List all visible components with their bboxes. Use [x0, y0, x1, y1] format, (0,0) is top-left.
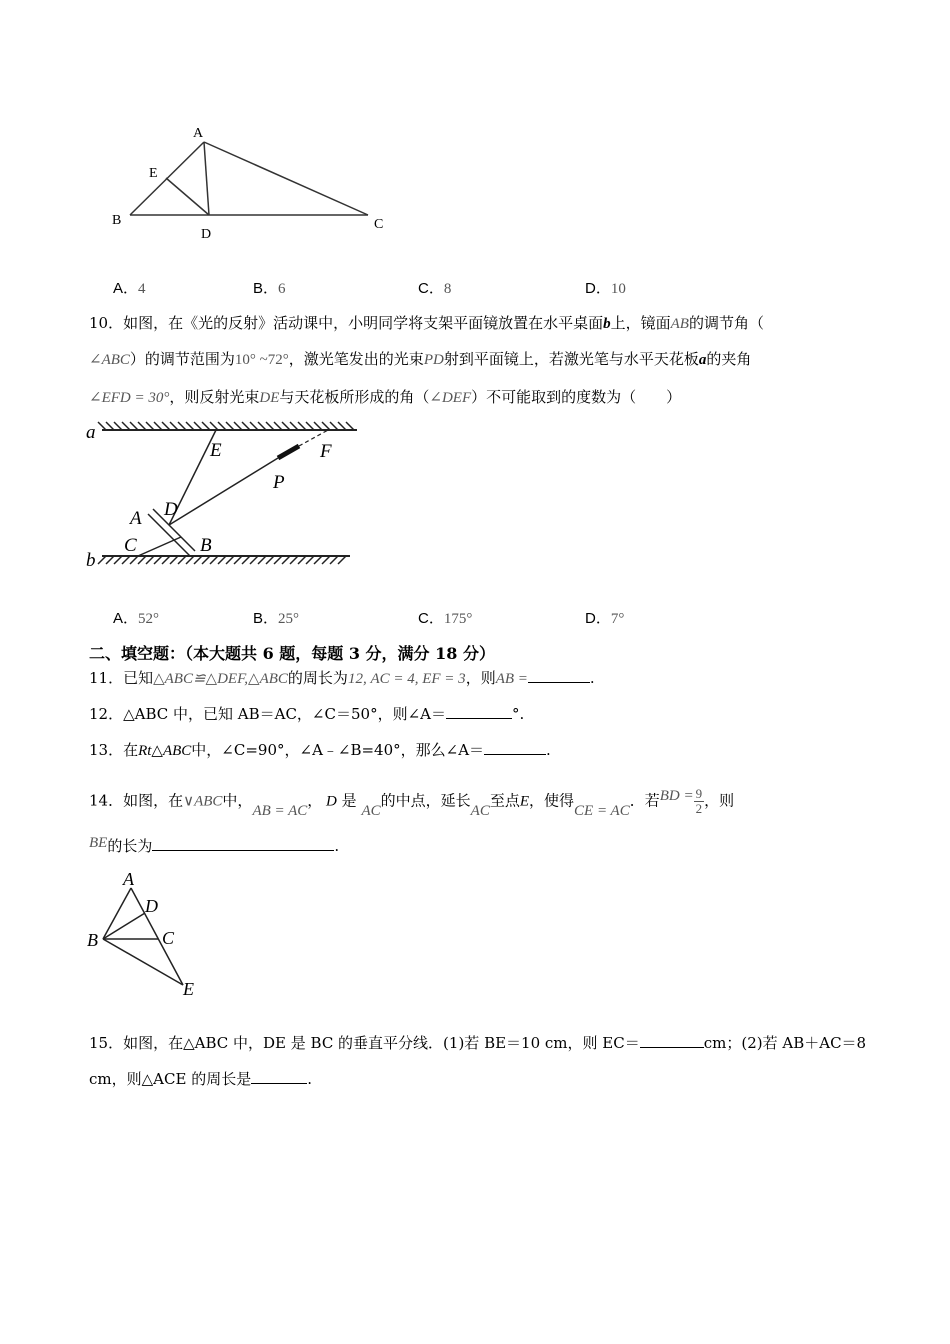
hatch-mark: [170, 556, 178, 564]
label-B: B: [87, 930, 98, 950]
hatch-mark: [282, 422, 290, 430]
hatch-mark: [138, 422, 146, 430]
hatch-mark: [290, 422, 298, 430]
hatch-mark: [114, 422, 122, 430]
segment-AD: [204, 142, 209, 215]
hatch-mark: [314, 556, 322, 564]
label-b: b: [86, 550, 96, 571]
hatch-mark: [98, 422, 106, 430]
q15-answer-blank-2[interactable]: [251, 1069, 307, 1084]
label-C: C: [374, 217, 384, 232]
hatch-mark: [226, 422, 234, 430]
question-15-line-2: cm，则△ACE 的周长是 .: [89, 1070, 312, 1088]
question-13: 13．在Rt△ABC中，∠C=90°，∠A﹣∠B=40°，那么∠A＝ .: [89, 741, 551, 759]
hatch-mark: [306, 422, 314, 430]
q9-option-a[interactable]: A．4: [113, 280, 146, 297]
hatch-mark: [122, 556, 130, 564]
hatch-mark: [170, 422, 178, 430]
ceiling-hatching: [98, 422, 354, 430]
fraction-9-over-2: $\frac{9}{2}$: [695, 786, 703, 816]
hatch-mark: [122, 422, 130, 430]
hatch-mark: [218, 556, 226, 564]
segment-AC: [204, 142, 368, 215]
hatch-mark: [162, 422, 170, 430]
hatch-mark: [186, 556, 194, 564]
q10-option-c[interactable]: C．175°: [418, 610, 473, 627]
hatch-mark: [146, 556, 154, 564]
q10-line-2: ∠ABC）的调节范围为10° ~72°，激光笔发出的光束PD射到平面镜上，若激光笔与水平天花板a的夹角: [89, 350, 752, 368]
hatch-mark: [130, 422, 138, 430]
hatch-mark: [282, 556, 290, 564]
hatch-mark: [178, 422, 186, 430]
hatch-mark: [106, 422, 114, 430]
q10-line-3: ∠EFD = 30°，则反射光束DE与天花板所形成的角（∠DEF）不可能取到的度数为（ ）: [89, 388, 682, 406]
label-C: C: [162, 928, 175, 948]
question-11: 11．已知△ABC≌△DEF,△ABC的周长为12, AC = 4, EF = 3，则AB = .: [89, 669, 595, 687]
hatch-mark: [194, 556, 202, 564]
label-A: A: [193, 126, 204, 141]
hatch-mark: [218, 422, 226, 430]
section-2-heading: 二、填空题：（本大题共 6 题，每题 3 分，满分 18 分）: [89, 644, 495, 663]
hatch-mark: [266, 556, 274, 564]
hatch-mark: [258, 556, 266, 564]
q10-line-1: 10．如图，在《光的反射》活动课中，小明同学将支架平面镜放置在水平桌面b上，镜面AB的调节角（: [89, 314, 764, 332]
hatch-mark: [194, 422, 202, 430]
q10-option-b[interactable]: B．25°: [253, 610, 300, 627]
hatch-mark: [114, 556, 122, 564]
hatch-mark: [338, 556, 346, 564]
hatch-mark: [154, 422, 162, 430]
label-B: B: [200, 535, 212, 556]
hatch-mark: [154, 556, 162, 564]
label-E: E: [210, 440, 222, 461]
laser-pen: [278, 446, 299, 458]
support-line: [138, 537, 181, 556]
q10-option-d[interactable]: D．7°: [585, 610, 625, 627]
q9-option-b[interactable]: B．6: [253, 280, 286, 297]
hatch-mark: [274, 556, 282, 564]
hatch-mark: [234, 422, 242, 430]
q9-option-d[interactable]: D．10: [585, 280, 626, 297]
hatch-mark: [202, 556, 210, 564]
q12-answer-blank[interactable]: [446, 704, 512, 719]
hatch-mark: [162, 556, 170, 564]
label-D: D: [201, 227, 212, 242]
hatch-mark: [234, 556, 242, 564]
q9-option-c[interactable]: C．8: [418, 280, 452, 297]
hatch-mark: [138, 556, 146, 564]
hatch-mark: [242, 422, 250, 430]
question-12: 12．△ABC 中，已知 AB＝AC，∠C＝50°，则∠A＝ °.: [89, 705, 525, 723]
label-B: B: [112, 213, 122, 228]
hatch-mark: [330, 422, 338, 430]
hatch-mark: [330, 556, 338, 564]
table-hatching: [98, 556, 346, 564]
hatch-mark: [298, 556, 306, 564]
hatch-mark: [226, 556, 234, 564]
hatch-mark: [250, 556, 258, 564]
q10-mirror-figure: [82, 418, 362, 578]
mirror-line-1: [148, 514, 190, 556]
label-E: E: [183, 979, 194, 999]
hatch-mark: [306, 556, 314, 564]
hatch-mark: [266, 422, 274, 430]
segment-ED: [166, 178, 209, 215]
label-D: D: [164, 499, 178, 520]
hatch-mark: [106, 556, 114, 564]
hatch-mark: [146, 422, 154, 430]
hatch-mark: [314, 422, 322, 430]
q11-answer-blank[interactable]: [528, 668, 590, 683]
hatch-mark: [210, 556, 218, 564]
hatch-mark: [274, 422, 282, 430]
question-14-line-2: BE的长为 .: [89, 835, 340, 855]
hatch-mark: [210, 422, 218, 430]
q10-option-a[interactable]: A．52°: [113, 610, 160, 627]
hatch-mark: [178, 556, 186, 564]
hatch-mark: [290, 556, 298, 564]
hatch-mark: [322, 422, 330, 430]
q9-triangle-figure: [105, 118, 395, 248]
hatch-mark: [322, 556, 330, 564]
segment-AB: [103, 888, 131, 939]
hatch-mark: [250, 422, 258, 430]
q14-triangle-figure: [82, 866, 212, 1006]
label-C: C: [124, 535, 137, 556]
hatch-mark: [186, 422, 194, 430]
q15-answer-blank-1[interactable]: [640, 1033, 704, 1048]
label-a: a: [86, 422, 96, 443]
question-15-line-1: 15．如图，在△ABC 中，DE 是 BC 的垂直平分线．(1)若 BE＝10 cm，则 EC＝ cm；(2)若 AB＋AC＝8: [89, 1034, 867, 1052]
label-A: A: [123, 869, 134, 889]
label-E: E: [149, 166, 158, 181]
q14-answer-blank[interactable]: [152, 836, 334, 851]
label-F: F: [320, 441, 332, 462]
label-P: P: [273, 472, 285, 493]
q13-answer-blank[interactable]: [484, 740, 546, 755]
hatch-mark: [202, 422, 210, 430]
question-14-line-1: 14．如图，在∨ABC中，AB = AC， D 是 AC的中点，延长AC至点E，使得CE = AC．若BD = $\frac{9}{2}$ ，则: [89, 786, 735, 819]
hatch-mark: [98, 556, 106, 564]
hatch-mark: [338, 422, 346, 430]
hatch-mark: [258, 422, 266, 430]
hatch-mark: [298, 422, 306, 430]
hatch-mark: [346, 422, 354, 430]
hatch-mark: [130, 556, 138, 564]
label-D: D: [145, 896, 158, 916]
label-A: A: [130, 508, 142, 529]
hatch-mark: [242, 556, 250, 564]
